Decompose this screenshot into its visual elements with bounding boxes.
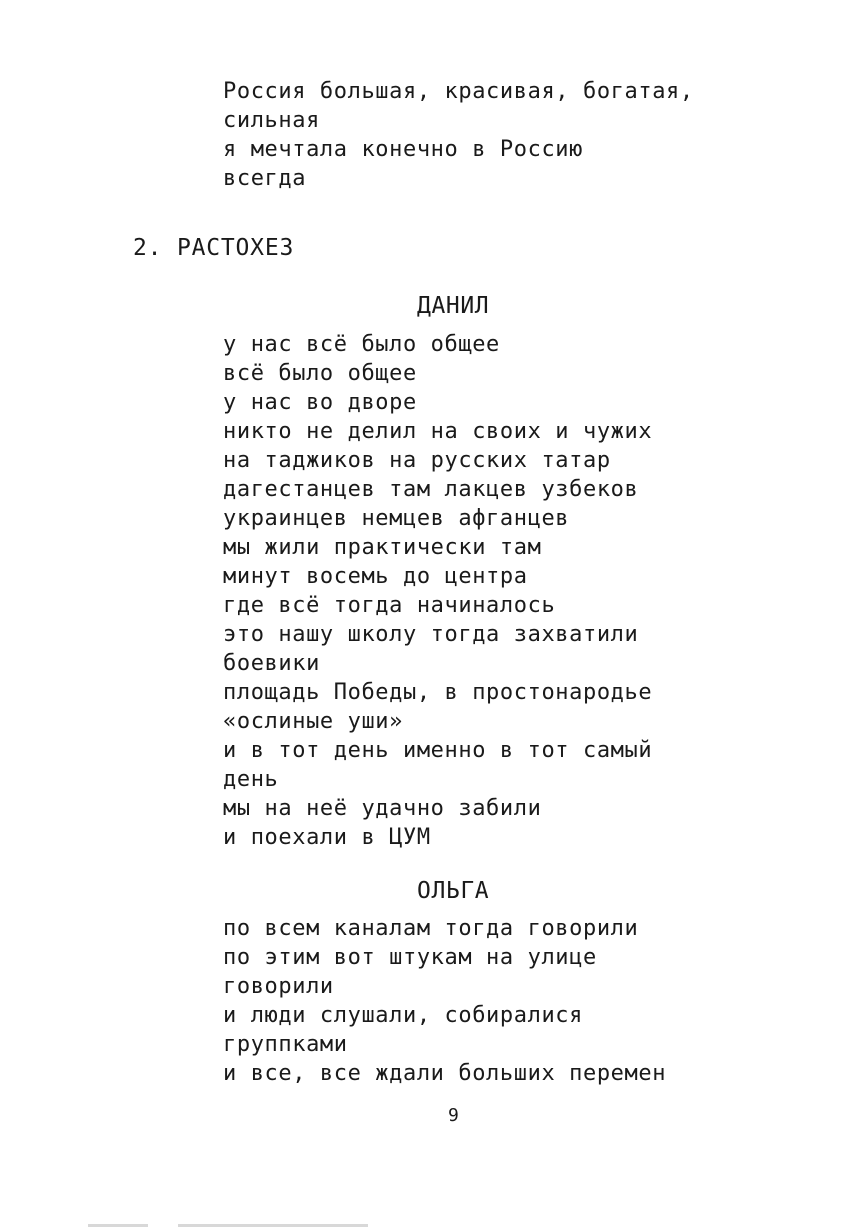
verse-line: площадь Победы, в простонародье: [223, 680, 653, 705]
intro-line: Россия большая, красивая, богатая,: [223, 79, 694, 104]
verse-line: день: [223, 767, 279, 792]
speaker-name-danil: ДАНИЛ: [417, 293, 490, 319]
scan-artifact: [88, 1224, 148, 1227]
intro-line: сильная: [223, 108, 320, 133]
verse-line: дагестанцев там лакцев узбеков: [223, 477, 639, 502]
verse-line: и люди слушали, собиралися: [223, 1003, 583, 1028]
verse-line: группками: [223, 1032, 348, 1057]
verse-line: и поехали в ЦУМ: [223, 825, 431, 850]
scan-artifact: [178, 1224, 368, 1227]
section-title: 2. РАСТОХЕЗ: [133, 235, 295, 261]
verse-line: по этим вот штукам на улице: [223, 945, 597, 970]
verse-line: мы жили практически там: [223, 535, 542, 560]
verse-line: где всё тогда начиналось: [223, 593, 556, 618]
intro-line: всегда: [223, 166, 307, 191]
verse-line: всё было общее: [223, 361, 417, 386]
verse-line: и в тот день именно в тот самый: [223, 738, 653, 763]
verse-line: минут восемь до центра: [223, 564, 528, 589]
verse-line: у нас во дворе: [223, 390, 417, 415]
verse-line: украинцев немцев афганцев: [223, 506, 570, 531]
speaker-name-olga: ОЛЬГА: [417, 878, 490, 904]
verse-line: у нас всё было общее: [223, 332, 500, 357]
verse-line: это нашу школу тогда захватили: [223, 622, 639, 647]
verse-line: на таджиков на русских татар: [223, 448, 611, 473]
verse-line: мы на неё удачно забили: [223, 796, 542, 821]
verse-line: никто не делил на своих и чужих: [223, 419, 653, 444]
verse-line: «ослиные уши»: [223, 709, 403, 734]
intro-line: я мечтала конечно в Россию: [223, 137, 583, 162]
verse-line: говорили: [223, 974, 334, 999]
page-number: 9: [448, 1105, 459, 1126]
verse-line: боевики: [223, 651, 320, 676]
verse-line: по всем каналам тогда говорили: [223, 916, 639, 941]
verse-line: и все, все ждали больших перемен: [223, 1061, 667, 1086]
